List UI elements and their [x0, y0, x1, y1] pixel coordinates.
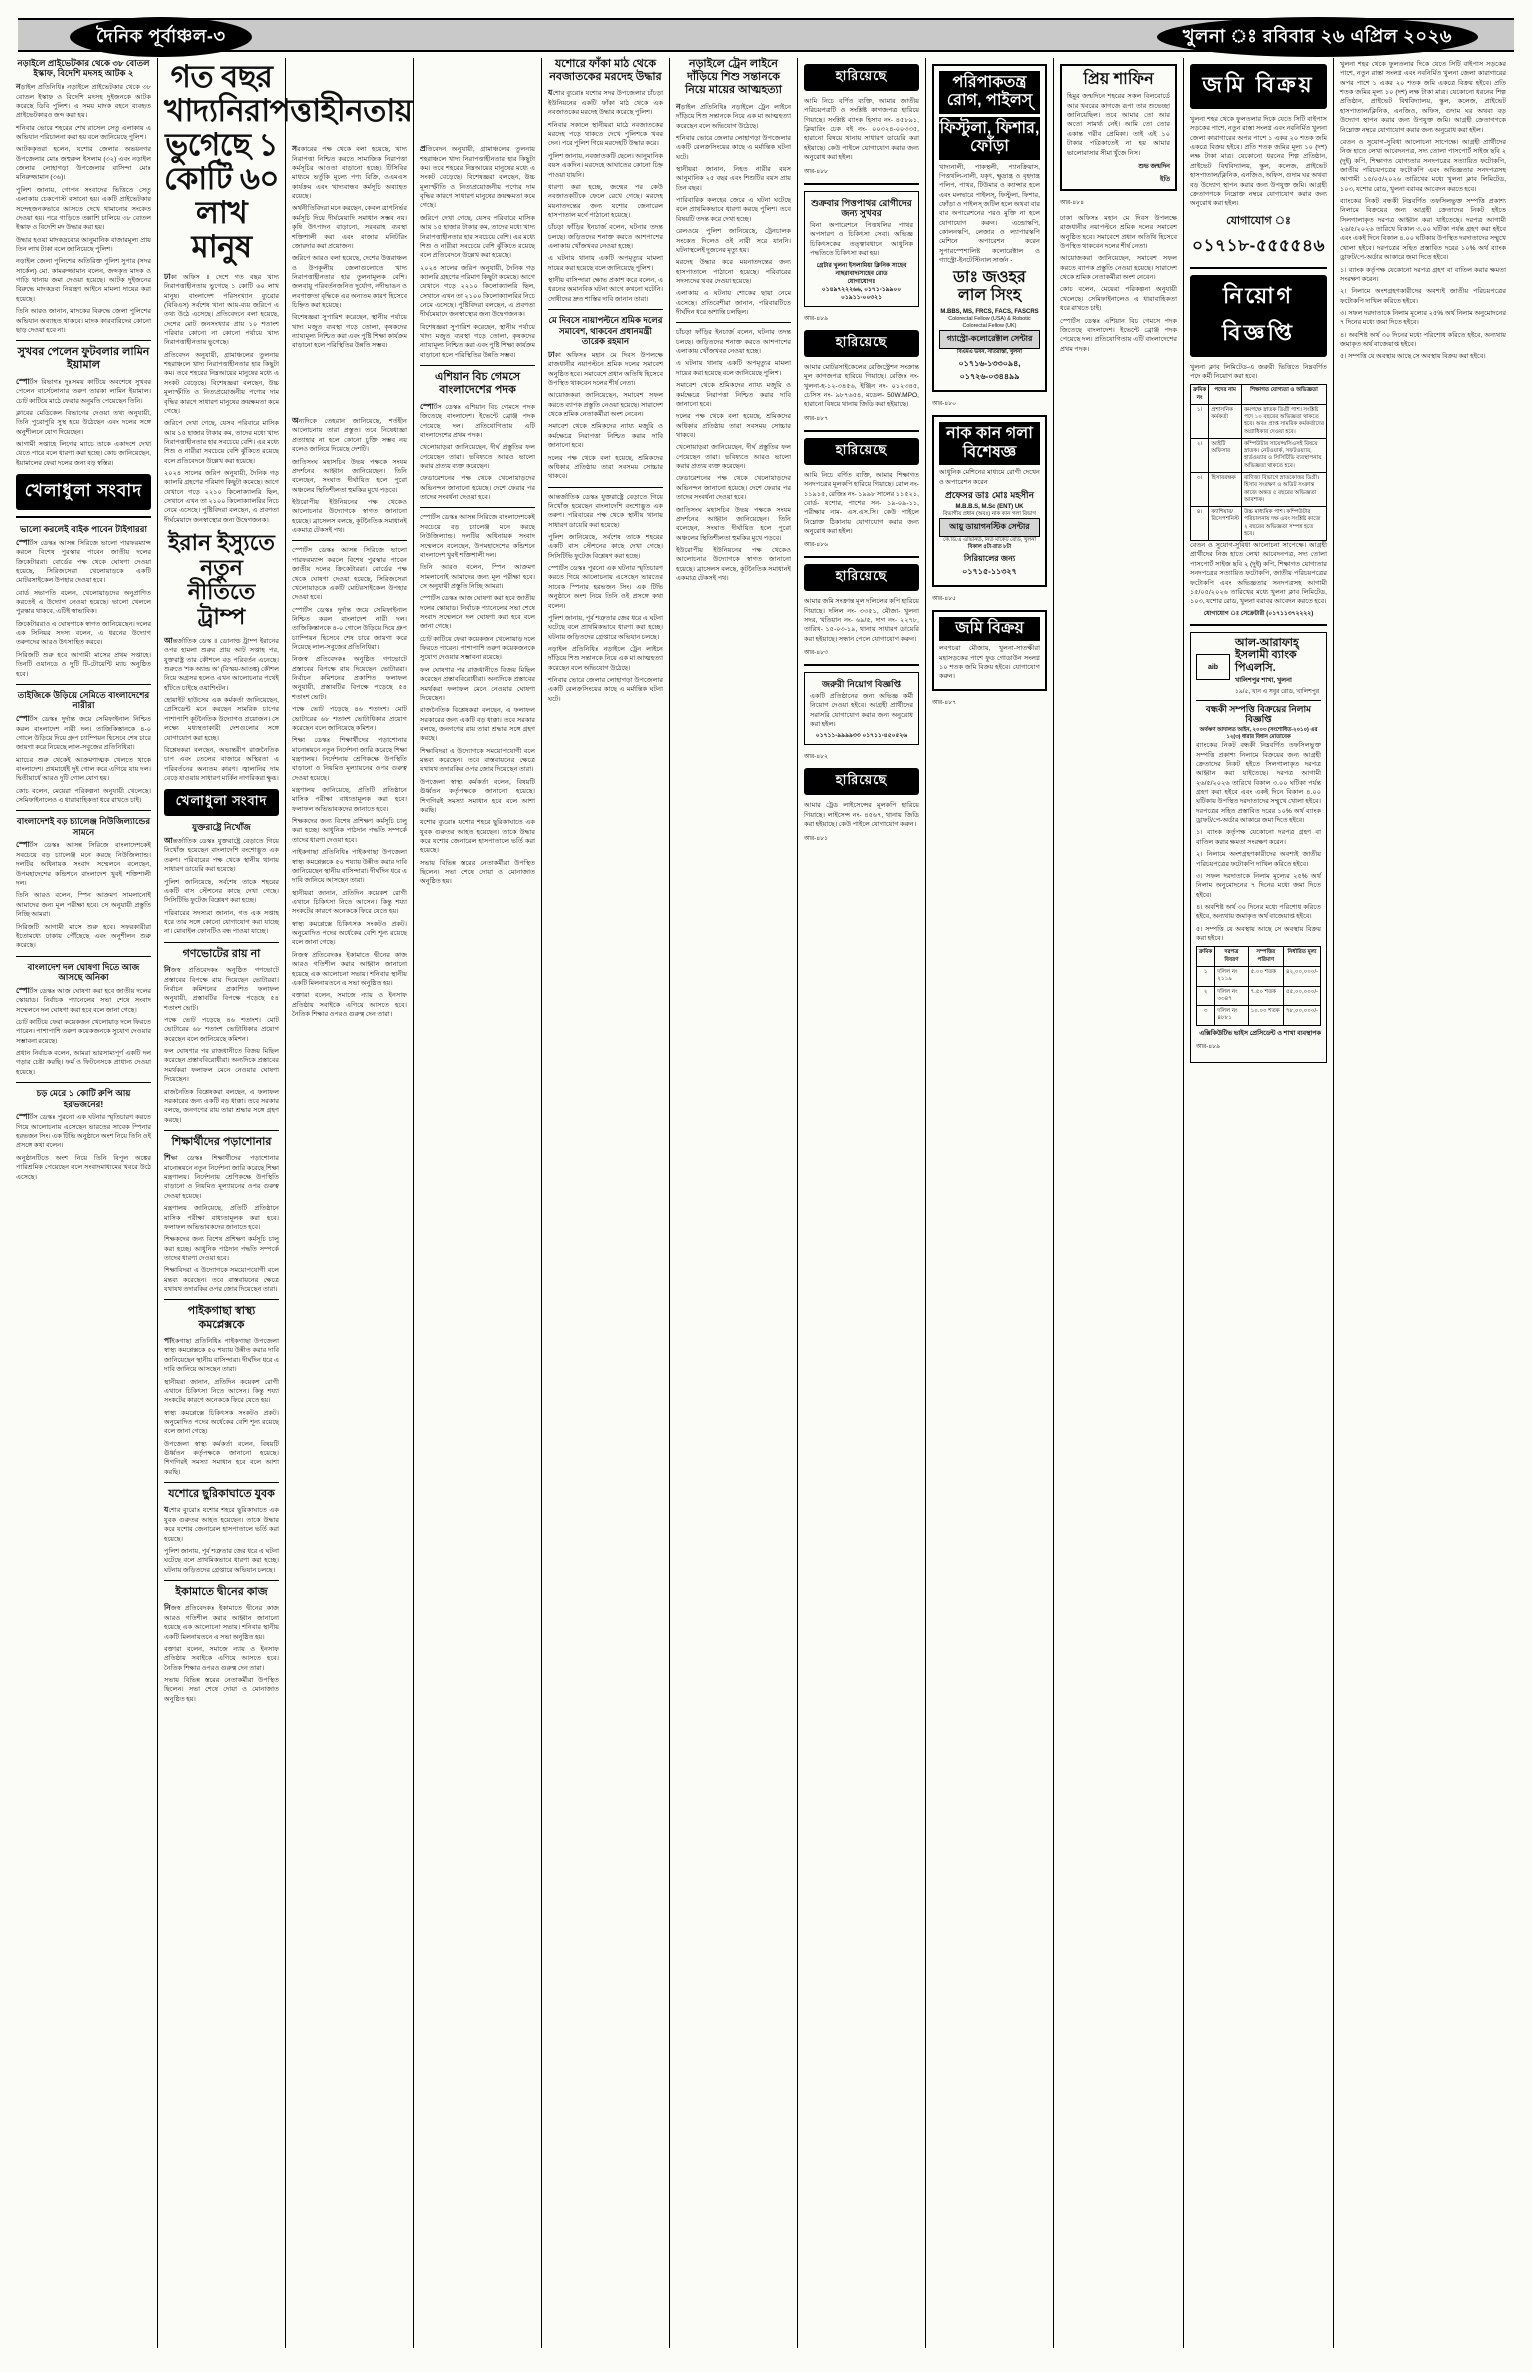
cell-serial: ১। [1191, 404, 1209, 438]
classified-ref: আর-৪৮৩ [804, 650, 828, 657]
table-row [1197, 1006, 1321, 1026]
shafin-ad-sign: শুভ জন্মদিন [1138, 162, 1170, 170]
cell-price: ৫৫,০০,০০০/- [1284, 986, 1321, 1006]
paragraph: বিশেষজ্ঞরা সুপারিশ করেছেন, স্থানীয় পর্যায়ে খাদ্য মজুত ব্যবস্থা গড়ে তোলা, কৃষকদের ন্যায্যমূল্য নিশ্চিত করা এবং পুষ্টি শিক্ষা কার্যক্রম বাড়ানো হলে পরিস্থিতির উন্নতি সম্ভব। [420, 323, 535, 359]
paragraph: মরদেহ উদ্ধার করে ময়নাতদন্তের জন্য হাসপাতালে পাঠানো হয়েছে। পরিবারের সদস্যদের খবর দেওয়া হয়েছে। [676, 259, 791, 285]
column-3 [286, 58, 414, 2348]
ent-ad-title: নাক কান গলা বিশেষজ্ঞ [939, 422, 1040, 465]
paragraph: আন্তর্জাতিক ডেস্কঃ যুক্তরাষ্ট্রে বেড়াতে গিয়ে নিখোঁজ হয়েছেন বাংলাদেশি বংশোদ্ভূত এক তরুণ। পরিবারের পক্ষ থেকে স্থানীয় থানায় সাধারণ ডায়েরি করা হয়েছে। [164, 835, 279, 874]
paragraph: জরিপে দেখা গেছে, যেসব পরিবারে মাসিক আয় ১৫ হাজার টাকার কম, তাদের মধ্যে খাদ্য নিরাপত্তাহীনতার হার সবচেয়ে বেশি। এর মধ্যে শিশু ও নারীরা সবচেয়ে বেশি ঝুঁকিতে রয়েছে বলে প্রতিবেদনে উল্লেখ করা হয়েছে। [164, 420, 279, 465]
paragraph: স্পোর্টস ডেস্কঃ আসন্ন সিরিজে ভালো পারফরম্যান্স করলে বিশেষ পুরস্কার পাবেন জাতীয় দলের ক্রিকেটাররা। বোর্ডের পক্ষ থেকে ঘোষণা দেওয়া হয়েছে, সিরিজসেরা খেলোয়াড়কে একটি মোটরসাইকেল উপহার দেওয়া হবে। [292, 547, 407, 602]
paragraph: অন্যদিকে তেহরান জানিয়েছে, শর্তহীন আলোচনায় তারা প্রস্তুত। তবে নিষেধাজ্ঞা প্রত্যাহার না হলে কোনো চুক্তি সম্ভব নয় বলেও জানিয়ে দিয়েছে দেশটি। [292, 415, 407, 454]
paragraph: নিজস্ব প্রতিবেদকঃ অনুষ্ঠিত গণভোটে প্রস্তাবের বিপক্ষে রায় দিয়েছেন ভোটাররা। নির্বাচন কমিশনের প্রকাশিত ফলাফল অনুযায়ী, প্রস্তাবটির বিপক্ষে পড়েছে ৫৪ শতাংশ ভোট। [292, 656, 407, 701]
paragraph: সভায় বিভিন্ন স্তরের নেতাকর্মীরা উপস্থিত ছিলেন। সভা শেষে দোয়া ও মোনাজাত অনুষ্ঠিত হয়। [164, 1677, 279, 1703]
paragraph: সভায় বিভিন্ন স্তরের নেতাকর্মীরা উপস্থিত ছিলেন। সভা শেষে দোয়া ও মোনাজাত অনুষ্ঠিত হয়। [420, 859, 535, 886]
gastro-ad-body: খাদ্যনালী, পাকস্থলী, প্যানক্রিয়াস, পিত্তথলি-নালী, যকৃৎ, ক্ষুদ্রান্ত্র ও বৃহদান্ত্র পলিপ, পাথর, টিউমার ও ক্যান্সার হলে এবং মলদ্বারে পাইলস্, ফিস্টুলা, ফিশার, ফোঁড়া ও পাইলস্ জটিল হলে অথবা বার বার অপারেশনের পরও মুক্তি না হলে যোগাযোগ করুন। এন্ডোস্কপি, কোলনস্কপি, লেজার ও ল্যাপারস্কপি মেশিনে অপারেশন করেন সুপারস্পেশালিষ্ট কলোরেক্টাল ও গ্যাস্ট্রো-ইনটেস্টিনাল সার্জন - [939, 163, 1040, 265]
paragraph: ২০২৪ সালের জরিপ অনুযায়ী, দৈনিক গড় ক্যালরি গ্রহণের পরিমাণ কিছুটা কমেছে। আগে যেখানে গড়ে ২২১০ কিলোক্যালরি ছিল, সেখানে এখন তা ২১০০ কিলোক্যালরির নিচে নেমে এসেছে। পুষ্টিবিদরা বলছেন, এ প্রবণতা দীর্ঘমেয়াদে জনস্বাস্থ্যের জন্য উদ্বেগজনক। [420, 264, 535, 319]
paragraph: কোচ বলেন, মেয়েরা পরিকল্পনা অনুযায়ী খেলেছে। সেমিফাইনালেও এ ধারাবাহিকতা ধরে রাখতে চাই। [16, 787, 151, 805]
bank-legal-basis: অর্থঋণ আদালত আইন, ২০০৩ (সংশোধিত-২০১০) এর ১২(৩) ধারার বিধান মোতাবেক [1199, 727, 1318, 741]
ent-doctor-degrees: M.B.B.S, M.Sc (ENT) UK [955, 503, 1024, 510]
paragraph: চাঁচড়া ফাঁড়ির ইনচার্জ বলেন, ঘটনার তদন্ত চলছে। জড়িতদের শনাক্ত করতে আশপাশের এলাকায় খোঁজখবর নেওয়া হচ্ছে। [548, 224, 663, 251]
paragraph: সমাবেশ থেকে শ্রমিকদের ন্যায্য মজুরি ও কর্মক্ষেত্রে নিরাপত্তা নিশ্চিত করার দাবি জানানো হবে। [676, 382, 791, 408]
column-4 [414, 58, 542, 2348]
paragraph: পক্ষে ভোট পড়েছে ৪৬ শতাংশ। মোট ভোটারের ৬৮ শতাংশ ভোটাধিকার প্রয়োগ করেছেন বলে জানিয়েছে কমিশন। [164, 1016, 279, 1043]
gastro-ad-title-1: পরিপাকতন্ত্র রোগ, পাইলস্ [939, 71, 1040, 114]
classified-clinic-ad [804, 191, 919, 308]
bank-condition: ৪। অবশিষ্ট অর্থ ৩০ দিনের মধ্যে পরিশোধ করিতে হইবে, অন্যথায় জমাকৃত অর্থ বাজেয়াপ্ত হইবে। [1196, 904, 1321, 921]
ent-doctor-name: প্রফেসর ডাঃ মোঃ মহসীন [944, 489, 1035, 500]
land-ad-2-body: খুলনা শহর থেকে ফুলতলার দিকে যেতে সিটি বাইপাস সড়কের পাশে, নতুন রাস্তা সংলগ্ন এবং নবনির্মিত খুলনা জেলা কারাগারের অপর পাশে ১ একর ২০ শতক জমি একত্রে বিক্রয় হইবে। প্রতি শতক জমির মূল্য ১০ (দশ) লক্ষ টাকা মাত্র। যেকোনো ধরনের শিল্প প্রতিষ্ঠান, প্রাইভেট বিশ্ববিদ্যালয়, স্কুল, কলেজ, প্রাইভেট হাসপাতাল/ক্লিনিক, এনজিও, অফিস, গুদাম ঘর অথবা বড় উদ্যোগ স্থাপন করার জন্য উপযুক্ত জমি। আগ্রহী ক্রেতাগণকে নিম্নোক্ত নম্বরে যোগাযোগ করার জন্য অনুরোধ করা হইল। [1190, 116, 1327, 208]
cell-serial: ২ [1197, 986, 1215, 1006]
paragraph: স্বাস্থ্য কমপ্লেক্সে চিকিৎসক সংকটও প্রকট। অনুমোদিত পদের অর্ধেকের বেশি শূন্য রয়েছে বলে জানা গেছে। [164, 1409, 279, 1436]
cell-serial: ৩। [1191, 472, 1209, 506]
paragraph: পাইকগাছা প্রতিনিধিঃ পাইকগাছা উপজেলা স্বাস্থ্য কমপ্লেক্সকে ৫০ শয্যায় উন্নীত করার দাবি জানিয়েছেন স্থানীয় বাসিন্দারা। দীর্ঘদিন ধরে এ দাবি জানিয়ে আসছেন তারা। [164, 1335, 279, 1374]
paragraph: শিক্ষাবিদরা এ উদ্যোগকে সময়োপযোগী বলে মন্তব্য করেছেন। তবে বাস্তবায়নের ক্ষেত্রে যথাযথ তদারকির ওপর জোর দিয়েছেন তারা। [164, 1267, 279, 1294]
paragraph: স্পোর্টস ডেস্কঃ এশিয়ান বিচ গেমসে পদক জিতেছে বাংলাদেশ। ইভেন্টে ব্রোঞ্জ পদক পেয়েছে দল। প্রতিযোগিতায় এটি বাংলাদেশের প্রথম পদক। [420, 401, 535, 439]
classified-body: আমি নিচে বর্ণিত ব্যক্তি, আমার শিক্ষাগত সনদপত্রের মূলকপি হারিয়ে গিয়াছে। রোল নং- ১১৯১৫, রেজিঃ নং- ১৯৯৮ সালের ১১৫২১, বোর্ড- যশোর, পাশের সন- ১৯-০৯-১১, পরীক্ষার নাম- এস.এস.সি। কেউ পাইলে নিম্নোক্ত ঠিকানায় যোগাযোগ করার জন্য অনুরোধ করা হইল। [804, 471, 919, 535]
paragraph: ফেডারেশনের পক্ষ থেকে খেলোয়াড়দের অভিনন্দন জানানো হয়েছে। দেশে ফেরার পর তাদের সংবর্ধনা দেওয়া হবে। [420, 475, 535, 502]
paragraph: স্বাস্থ্য কমপ্লেক্সে চিকিৎসক সংকটও প্রকট। অনুমোদিত পদের অর্ধেকের বেশি শূন্য রয়েছে বলে জানা গেছে। [292, 920, 407, 947]
column-6 [670, 58, 798, 2348]
bank-condition: ৫। সম্পত্তি যে অবস্থায় আছে সে অবস্থায় বিক্রয় করা হইবে। [1196, 925, 1321, 943]
classified-title-4: হারিয়েছে [804, 438, 919, 465]
contact-label: যোগাযোগঃ [847, 278, 876, 285]
shafin-ad-title: প্রিয় শাফিন [1083, 71, 1154, 88]
paragraph: রেলওয়ে পুলিশ জানিয়েছে, ট্রেনচালক সংকেত দিলেও ওই নারী সরে যাননি। ঘটনাস্থলেই দুজনের মৃত্যু হয়। [676, 228, 791, 254]
gastro-phones: ০১৭১৬-১৩৩০৯৪, ০১৭২৬-০৩৪৪৯৯ [958, 359, 1021, 382]
paragraph: চোট কাটিয়ে ফেরা কয়েকজন খেলোয়াড় দলে ফিরতে পারেন। পাশাপাশি তরুণ কয়েকজনকে সুযোগ দেওয়ার সম্ভাবনা রয়েছে। [420, 635, 535, 662]
paragraph: পুলিশ জানায়, গোপন সংবাদের ভিত্তিতে সেতু এলাকায় চেকপোস্ট বসানো হয়। একটি প্রাইভেটকার সন্দেহজনকভাবে আসতে দেখে থামানোর সংকেত দেওয়া হয়। পরে গাড়িতে তল্লাশি চালিয়ে ৩৮ বোতল ইস্কাফ ও বিদেশি মদ উদ্ধার করা হয়। [16, 186, 151, 232]
paragraph: ব্যাংকের নিকট বন্ধকী নিম্নবর্ণিত তফসিলভুক্ত সম্পত্তি প্রকাশ্য নিলামে বিক্রয়ের জন্য আগ্রহী ক্রেতাদের নিকট হইতে সিলগালাকৃত দরপত্র আহ্বান করা যাইতেছে। দরপত্র আগামী ২৬/৫/২০২৬ তারিখে বিকাল ৩.০০ ঘটিকা পর্যন্ত গ্রহণ করা হইবে এবং একই দিনে বিকাল ৪.০০ ঘটিকায় উপস্থিত দরদাতাদের সম্মুখে খোলা হইবে। দরপত্রের সহিত প্রস্তাবিত দরের ১০% অর্থ ব্যাংক ড্রাফট/পে-অর্ডার আকারে জমা দিতে হইবে। [1340, 198, 1506, 262]
paragraph: রাজনৈতিক বিশ্লেষকরা বলছেন, এ ফলাফল সরকারের জন্য একটি বড় ধাক্কা। তবে সরকার বলছে, জনগণের রায় তারা শ্রদ্ধার সঙ্গে গ্রহণ করছে। [164, 1088, 279, 1124]
cell-qual: বাণিজ্য বিভাগে স্নাতকোত্তর ডিগ্রী। হিসাব সংরক্ষণ ও অডিট সংক্রান্ত কাজে অন্তত ৫ বছরের অভিজ্ঞতা আবশ্যক। [1242, 472, 1327, 506]
ent-chamber: আয়ু ডায়াগনস্টিক সেন্টার [939, 518, 1040, 537]
table-header-row [1197, 947, 1321, 967]
cell-price: ৪২,০০,০০০/- [1284, 966, 1321, 986]
paragraph: আটককৃতরা হলেন, যশোর জেলার অভয়নগর উপজেলার মোঃ জহুরুল ইসলাম (৩২) এবং নড়াইল জেলার লোহাগড়া উপজেলার বাসিন্দা মোঃ মনিরুজ্জামান (৩৬)। [16, 146, 151, 182]
bank-auction-ad [1190, 632, 1327, 1063]
ent-chamber-address: কে.ডি.এ এভিনিউ, নিউ মার্কেট রোড, খুলনা [942, 536, 1037, 543]
paragraph: খেলোয়াড়রা জানিয়েছেন, দীর্ঘ প্রস্তুতির ফল পেয়েছেন তারা। ভবিষ্যতে আরও ভালো করার প্রত্যয় ব্যক্ত করেছেন। [676, 444, 791, 471]
paragraph: অনুষ্ঠানটিতে অংশ নিয়ে তিনি বিপুল অঙ্কের পারিশ্রমিক পেয়েছেন বলে সংবাদমাধ্যমের খবরে উঠে এসেছে। [16, 1154, 151, 1181]
cell-post: আইটি অফিসার [1209, 438, 1242, 472]
gastro-chamber-address: বিএমএ ভবন, সাতরাস্তা, খুলনা [957, 349, 1022, 356]
paragraph: নিজস্ব প্রতিবেদকঃ ইকামাতে দ্বীনের কাজ আরও গতিশীল করার আহ্বান জানানো হয়েছে এক আলোচনা সভায়। শনিবার স্থানীয় একটি মিলনায়তনে এ সভা অনুষ্ঠিত হয়। [292, 951, 407, 987]
column-9 [1054, 58, 1184, 2348]
paragraph: ঢাকা অফিসঃ মহান মে দিবস উপলক্ষে রাজধানীর নয়াপল্টনে শ্রমিক দলের সমাবেশ অনুষ্ঠিত হবে। সমাবেশে প্রধান অতিথি হিসেবে উপস্থিত থাকবেন দলের শীর্ষ নেতা। [548, 349, 663, 388]
table-header-row [1191, 385, 1327, 405]
table-row [1191, 438, 1327, 472]
paragraph: পরিবারের সদস্যরা জানান, গত এক সপ্তাহ ধরে তার সঙ্গে কোনো যোগাযোগ করা যাচ্ছে না। মোবাইল ফোনটিও বন্ধ পাওয়া যাচ্ছে। [164, 909, 279, 936]
paragraph: স্থানীয় বাসিন্দারা ক্ষোভ প্রকাশ করে বলেন, এ ধরনের অমানবিক ঘটনা আগে কখনো ঘটেনি। দোষীদের দ্রুত শাস্তির দাবি জানান তারা। [548, 277, 663, 303]
paragraph: সিরিজটি আগামী মাসে শুরু হবে। সফরকারীরা ইতোমধ্যে ঢাকায় পৌঁছেছে এবং অনুশীলন শুরু করেছে। [16, 923, 151, 950]
paragraph: পুলিশ জানিয়েছে, সর্বশেষ তাকে শহরের একটি বাস স্টেশনের কাছে দেখা গেছে। সিসিটিভি ফুটেজ বিশ্লেষণ করা হচ্ছে। [548, 534, 663, 560]
gastro-ad [932, 64, 1047, 392]
classified-ref: আর-৪৮৯ [804, 316, 828, 323]
land-sale-banner-2: জমি বিক্রয় [1190, 64, 1327, 109]
column-8-medical-ads [926, 58, 1054, 2348]
paragraph: আয়োজকরা জানিয়েছেন, সমাবেশ সফল করতে ব্যাপক প্রস্তুতি নেওয়া হয়েছে। সারাদেশ থেকে শ্রমিক নেতাকর্মীরা অংশ নেবেন। [548, 392, 663, 419]
cell-price: ৭৮,০০,০০০/- [1284, 1006, 1321, 1026]
paragraph: শিক্ষাবিদরা এ উদ্যোগকে সময়োপযোগী বলে মন্তব্য করেছেন। তবে বাস্তবায়নের ক্ষেত্রে যথাযথ তদারকির ওপর জোর দিয়েছেন তারা। [420, 747, 535, 774]
masthead-title-left: দৈনিক পূর্বাঞ্চল-৩ [70, 17, 252, 57]
gastro-chamber: গ্যাস্ট্রো-কলোরেক্টাল সেন্টার [939, 330, 1040, 349]
paragraph: শিক্ষকদের জন্য বিশেষ প্রশিক্ষণ কর্মসূচি চালু করা হচ্ছে। আধুনিক পাঠদান পদ্ধতি সম্পর্কে তাদের ধারণা দেওয়া হবে। [292, 818, 407, 844]
recruitment-contact: যোগাযোগ ঃ সেক্রেটারী (০১৭১১৩৭২২২২) [1203, 610, 1314, 617]
paragraph: জাতিসংঘ মহাসচিব উভয় পক্ষকে সংযম প্রদর্শনের আহ্বান জানিয়েছেন। তিনি বলেছেন, সংঘাত দীর্ঘায়িত হলে পুরো অঞ্চলের স্থিতিশীলতা হুমকির মুখে পড়বে। [676, 506, 791, 542]
train-suicide-headline: নড়াইলে ট্রেন লাইনে দাঁড়িয়ে শিশু সন্তানকে নিয়ে মায়ের আত্মহত্যা [685, 58, 782, 97]
paragraph: ৫। সম্পত্তি যে অবস্থায় আছে সে অবস্থায় বিক্রয় করা হইবে। [1340, 353, 1486, 361]
job-phones: ০১৭১১-৯৯৯৯৩৩ ০১৭১১-৪৫০৫২৬ [815, 733, 908, 740]
cell-desc: দলিল নং ২১১৯ [1215, 966, 1248, 986]
classified-ref: আর-৪৮২ [804, 754, 828, 761]
cell-qual: কম্পিউটার সায়েন্স/সিএসই বিষয়ে স্নাতক। নেটওয়ার্ক, সফটওয়্যার, হার্ডওয়্যার ও সিসিটিভি ব্যবস্থাপনায় অভিজ্ঞতা থাকতে হবে। [1242, 438, 1327, 472]
paragraph: খেলোয়াড়রা জানিয়েছেন, দীর্ঘ প্রস্তুতির ফল পেয়েছেন তারা। ভবিষ্যতে আরও ভালো করার প্রত্যয় ব্যক্ত করেছেন। [420, 444, 535, 470]
ad-ref: আর-৪৮৪ [1060, 199, 1084, 206]
recruitment-footer: বেতন ও সুযোগ-সুবিধা আলোচনা সাপেক্ষে। আগ্রহী প্রার্থীদের নিজ হাতে লেখা আবেদনপত্র, সদ্য তোলা পাসপোর্ট সাইজ ছবি ২ (দুই) কপি, শিক্ষাগত যোগ্যতার সনদপত্রের সত্যায়িত ফটোকপি, জাতীয় পরিচয়পত্রের ফটোকপি এবং অভিজ্ঞতার সনদপত্রসহ আগামী ১৫/০৫/২০২৬ তারিখের মধ্যে খুলনা ক্লাব লিমিটেড, ১০৩, যশোর রোড, খুলনা বরাবর আবেদন করতে হবে। [1190, 542, 1327, 606]
table-row [1191, 507, 1327, 541]
bank-address: ১৯/৫, খান এ সবুর রোড, খালিশপুর [1235, 688, 1320, 695]
table-row [1191, 404, 1327, 438]
sports-headline-2: তাইজিকে উড়িয়ে সেমিতে বাংলাদেশের নারীরা [17, 689, 150, 711]
classified-ref: আর-৪৮৭ [804, 415, 828, 422]
bank-signature: এক্সিকিউটিভ ভাইস প্রেসিডেন্ট ও শাখা ব্যবস্থাপক [1199, 1029, 1321, 1037]
ad-ref: আর-৪৮৭ [932, 699, 956, 706]
newborn-headline: যশোরে ফাঁকা মাঠ থেকে নবজাতকের মরদেহ উদ্ধার [549, 58, 662, 84]
table-row [1191, 472, 1327, 506]
cell-area: ৫.০০ শতক [1248, 966, 1283, 986]
bank-notice-body: ব্যাংকের নিকট বন্ধকী নিম্নবর্ণিত তফসিলভুক্ত সম্পত্তি প্রকাশ্য নিলামে বিক্রয়ের জন্য আগ্রহী ক্রেতাদের নিকট হইতে সিলগালাকৃত দরপত্র আহ্বান করা যাইতেছে। দরপত্র আগামী ২৬/৫/২০২৬ তারিখে বিকাল ৩.০০ ঘটিকা পর্যন্ত গ্রহণ করা হইবে এবং একই দিনে বিকাল ৪.০০ ঘটিকায় উপস্থিত দরদাতাদের সম্মুখে খোলা হইবে। দরপত্রের সহিত প্রস্তাবিত দরের ১০% অর্থ ব্যাংক ড্রাফট/পে-অর্ডার আকারে জমা দিতে হইবে। [1196, 742, 1321, 825]
classified-body: আমার মোটরসাইকেলের রেজিস্ট্রেশন সংক্রান্ত মূল কাগজপত্র হারিয়ে গিয়াছে। রেজিঃ নং- খুলনা-হ-১২-৩৪৫৬, ইঞ্জিন নং- ০১২৩৪৫, চেসিস নং- ৯৮৭৬৫৪, মডেল- 50W.MPO, হারানো বিষয়ে থানায় জিডি করা হইয়াছে। [804, 364, 919, 409]
cell-desc: দলিল নং ৪৮৮১ [1215, 1006, 1248, 1026]
paragraph: ক্রিকেটাররাও এ ঘোষণাকে স্বাগত জানিয়েছেন। দলের এক সিনিয়র সদস্য বলেন, এ ধরনের উদ্যোগ তরুণদের আরও উৎসাহিত করবে। [16, 620, 151, 647]
classified-body: আমার ট্রেড লাইসেন্সের মূলকপি হারিয়ে গিয়াছে। লাইসেন্স নং- ৪৫৬৭, থানায় জিডি করা হইয়াছে। কেউ পাইলে যোগাযোগ করুন। [804, 802, 919, 829]
paragraph: স্পোর্টস ডেস্কঃ এশিয়ান বিচ গেমসে পদক জিতেছে বাংলাদেশ। ইভেন্টে ব্রোঞ্জ পদক পেয়েছে দল। প্রতিযোগিতায় এটি বাংলাদেশের প্রথম পদক। [1060, 317, 1177, 353]
th-desc: দরপত্র বিবরণ [1215, 947, 1248, 967]
sports-section-banner: খেলাধুলা সংবাদ [16, 474, 151, 510]
paragraph: নিজস্ব প্রতিবেদকঃ অনুষ্ঠিত গণভোটে প্রস্তাবের বিপক্ষে রায় দিয়েছেন ভোটাররা। নির্বাচন কমিশনের প্রকাশিত ফলাফল অনুযায়ী, প্রস্তাবটির বিপক্ষে পড়েছে ৫৪ শতাংশ ভোট। [164, 964, 279, 1012]
paragraph: শিক্ষা ডেস্কঃ শিক্ষার্থীদের পড়াশোনার মানোন্নয়নে নতুন নির্দেশনা জারি করেছে শিক্ষা মন্ত্রণালয়। নির্দেশনায় শ্রেণিকক্ষে উপস্থিতি বাড়ানো ও নিয়মিত মূল্যায়নের ওপর গুরুত্ব দেওয়া হয়েছে। [292, 737, 407, 782]
paragraph: ম্যাচের শুরু থেকেই আক্রমণাত্মক খেলতে থাকে বাংলাদেশ। প্রথমার্ধেই দুই গোল করে এগিয়ে যায় দল। দ্বিতীয়ার্ধে আরও দুটি গোল যোগ হয়। [16, 756, 151, 783]
classified-title-5: হারিয়েছে [804, 564, 919, 591]
paragraph: বেতন ও সুযোগ-সুবিধা আলোচনা সাপেক্ষে। আগ্রহী প্রার্থীদের নিজ হাতে লেখা আবেদনপত্র, সদ্য তোলা পাসপোর্ট সাইজ ছবি ২ (দুই) কপি, শিক্ষাগত যোগ্যতার সনদপত্রের সত্যায়িত ফটোকপি, জাতীয় পরিচয়পত্রের ফটোকপি এবং অভিজ্ঞতার সনদপত্রসহ আগামী ১৫/০৫/২০২৬ তারিখের মধ্যে খুলনা ক্লাব লিমিটেড, ১০৩, যশোর রোড, খুলনা বরাবর আবেদন করতে হবে। [1340, 138, 1506, 193]
classified-ref: আর-৪৮৬ [804, 542, 828, 549]
paragraph: স্পোর্টস ডেস্কঃ আসন্ন সিরিজে বাংলাদেশকেই সবচেয়ে বড় চ্যালেঞ্জ মনে করছে নিউজিল্যান্ড। দলটির অধিনায়ক সংবাদ সম্মেলনে বলেছেন, উপমহাদেশের কন্ডিশনে বাংলাদেশ খুবই শক্তিশালী দল। [16, 840, 151, 888]
paragraph: তিনি আরও বলেন, স্পিন আক্রমণ সামলানোই আমাদের জন্য মূল পরীক্ষা হবে। সে অনুযায়ী প্রস্তুতি নিচ্ছি আমরা। [16, 892, 151, 919]
sports-headline-4: বাংলাদেশ দল ঘোষণা দিতে আজ আসছে অনিকা [27, 961, 140, 983]
sports-banner-mid: খেলাধুলা সংবাদ [164, 789, 279, 816]
bank-condition: ১। ব্যাংক কর্তৃপক্ষ যেকোনো দরপত্র গ্রহণ বা বাতিল করার ক্ষমতা সংরক্ষণ করেন। [1196, 829, 1321, 846]
paragraph: বিশেষজ্ঞরা সুপারিশ করেছেন, স্থানীয় পর্যায়ে খাদ্য মজুত ব্যবস্থা গড়ে তোলা, কৃষকদের ন্যায্যমূল্য নিশ্চিত করা এবং পুষ্টি শিক্ষা কার্যক্রম বাড়ানো হলে পরিস্থিতির উন্নতি সম্ভব। [292, 314, 407, 350]
paragraph: পক্ষে ভোট পড়েছে ৪৬ শতাংশ। মোট ভোটারের ৬৮ শতাংশ ভোটাধিকার প্রয়োগ করেছেন বলে জানিয়েছে কমিশন। [292, 706, 407, 732]
paragraph: তিনি আরও বলেন, স্পিন আক্রমণ সামলানোই আমাদের জন্য মূল পরীক্ষা হবে। সে অনুযায়ী প্রস্তুতি নিচ্ছি আমরা। [420, 564, 535, 590]
paragraph: পারিবারিক কলহের জেরে এ ঘটনা ঘটেছে বলে প্রাথমিকভাবে ধারণা করছে পুলিশ। তবে বিষয়টি তদন্ত করে দেখা হচ্ছে। [676, 197, 791, 223]
sports-headline-5: চড় মেরে ১ কোটি রুপি আয় হরভজনের! [36, 1088, 131, 1109]
paragraph: আন্তর্জাতিক ডেস্ক ॥ ডোনাল্ড ট্রাম্প ইরানের ওপর হামলা শুরুর প্রায় আট সপ্তাহ পর, যুক্তরাষ্ট্র তার কৌশলে বড় পরিবর্তন এনেছে। শুরুতে 'শক অ্যান্ড অ' (বিস্ময়-আতঙ্ক) কৌশল নিয়ে অগ্রসর হলেও এখন আলোচনার পথেই হাঁটতে চাইছে ওয়াশিংটন। [164, 635, 279, 692]
ent-ad-body: আধুনিক মেশিনের মাধ্যমে রোগী দেখেন ও অপারেশন করেন [939, 469, 1040, 486]
masthead [18, 18, 1514, 52]
asian-beach-games-headline: এশিয়ান বিচ গেমসে বাংলাদেশের পদক [434, 371, 521, 397]
bank-notice-head: বন্ধকী সম্পত্তি বিক্রয়ের নিলাম বিজ্ঞপ্তি [1205, 703, 1312, 725]
paragraph: নড়াইল জেলা পুলিশের অতিরিক্ত পুলিশ সুপার (সদর সার্কেল) মো. কামরুজ্জামান বলেন, জব্দকৃত মাদক ও গাড়ি থানায় জমা দেওয়া হয়েছে। আটক দুইজনের বিরুদ্ধে মাদকদ্রব্য নিয়ন্ত্রণ আইনে মামলা দায়ের করা হয়েছে। [16, 258, 151, 303]
cell-serial: ২। [1191, 438, 1209, 472]
land-ad-1-title: জমি বিক্রয় [939, 617, 1040, 641]
paragraph: মন্ত্রণালয় জানিয়েছে, প্রতিটি প্রতিষ্ঠানে মাসিক পরীক্ষা বাধ্যতামূলক করা হবে। ফলাফল অভিভাবকদের জানাতে হবে। [164, 1205, 279, 1231]
land-ad-2-contact-label: যোগাযোগ ঃ [1226, 214, 1291, 227]
paragraph: চোট কাটিয়ে ফেরা কয়েকজন খেলোয়াড় দলে ফিরতে পারেন। পাশাপাশি তরুণ কয়েকজনকে সুযোগ দেওয়ার সম্ভাবনা রয়েছে। [16, 1018, 151, 1045]
paragraph: স্পোর্টস ডেস্কঃ পুরনো এক ঘটনার স্মৃতিচারণ করতে গিয়ে আলোচনায় এসেছেন ভারতের সাবেক স্পিনার হরভজন সিং। এক টিভি অনুষ্ঠানে অংশ নিয়ে তিনি ওই প্রসঙ্গে কথা বলেন। [548, 565, 663, 610]
classified-title-1: হারিয়েছে [804, 64, 919, 91]
paragraph: বিশ্লেষকরা বলছেন, অভ্যন্তরীণ রাজনৈতিক চাপ এবং তেলের বাজারে অস্থিরতা এ পরিবর্তনের অন্যতম কারণ। জ্বালানির দাম বেড়ে যাওয়ায় সাধারণ মার্কিন নাগরিকরা ক্ষুব্ধ। [164, 746, 279, 782]
paragraph: নড়াইল প্রতিনিধিঃ নড়াইলে ট্রেন লাইনে দাঁড়িয়ে শিশু সন্তানকে নিয়ে এক মা আত্মহত্যা করেছেন বলে অভিযোগ উঠেছে। [548, 646, 663, 672]
column-10 [1184, 58, 1334, 2348]
page-columns [10, 58, 1522, 2348]
th-area: সম্পত্তির পরিমাণ [1248, 947, 1283, 967]
paragraph: স্পোর্টস ডেস্কঃ আজ ঘোষণা করা হবে জাতীয় দলের স্কোয়াড। নির্বাচক প্যানেলের সভা শেষে সংবাদ সম্মেলনে দল ঘোষণা করা হবে বলে জানা গেছে। [16, 985, 151, 1014]
paragraph: শনিবার ভোরে জেলার লোহাগড়া উপজেলার একটি রেলক্রসিংয়ের কাছে এ মর্মান্তিক ঘটনা ঘটে। [548, 677, 663, 703]
health-complex-headline: পাইকগাছা স্বাস্থ্য কমপ্লেক্সকে [187, 1305, 256, 1331]
paragraph: শিক্ষকদের জন্য বিশেষ প্রশিক্ষণ কর্মসূচি চালু করা হচ্ছে। আধুনিক পাঠদান পদ্ধতি সম্পর্কে তাদের ধারণা দেওয়া হবে। [164, 1236, 279, 1262]
classified-ref: আর-৪৮৮ [804, 168, 828, 175]
paragraph: ফেডারেশনের পক্ষ থেকে খেলোয়াড়দের অভিনন্দন জানানো হয়েছে। দেশে ফেরার পর তাদের সংবর্ধনা দেওয়া হবে। [676, 475, 791, 502]
land-sale-ad-1 [932, 610, 1047, 691]
paragraph: প্রতিবেদন অনুযায়ী, গ্রামাঞ্চলের তুলনায় শহরাঞ্চলে খাদ্য নিরাপত্তাহীনতার হার কিছুটা কম। তবে শহরের নিম্নআয়ের মানুষের মধ্যে এ সংকট বেড়েছে। বিশেষজ্ঞরা বলছেন, উচ্চ মূল্যস্ফীতি ও নিত্যপ্রয়োজনীয় পণ্যের দাম বৃদ্ধির কারণে সাধারণ মানুষের ক্রয়ক্ষমতা কমে গেছে। [164, 351, 279, 415]
paragraph: শনিবার ভোরে জেলার লোহাগড়া উপজেলার একটি রেলক্রসিংয়ের কাছে এ মর্মান্তিক ঘটনা ঘটে। [676, 134, 791, 161]
paragraph: ফল ঘোষণার পর রাজধানীতে বিজয় মিছিল করেছেন প্রস্তাববিরোধীরা। অন্যদিকে প্রস্তাবের সমর্থকরা ফলাফল মেনে নেওয়ার ঘোষণা দিয়েছেন। [164, 1048, 279, 1084]
column-11 [1334, 58, 1512, 2348]
th-serial: ক্রমিক নং [1191, 385, 1209, 405]
paragraph: শনিবার সকালে স্থানীয়রা মাঠে নবজাতকের মরদেহ পড়ে থাকতে দেখে পুলিশকে খবর দেন। পরে পুলিশ গিয়ে মরদেহটি উদ্ধার করে। [548, 121, 663, 148]
ent-ad [932, 415, 1047, 586]
bank-logo-icon: aib [1196, 654, 1230, 680]
paragraph: অর্থনীতিবিদরা মনে করছেন, কেবল ত্রাণনির্ভর কর্মসূচি দিয়ে দীর্ঘমেয়াদি সমাধান সম্ভব নয়। কৃষি উৎপাদন বাড়ানো, সরবরাহ ব্যবস্থা শক্তিশালী করা এবং বাজার মনিটরিং জোরদার করা প্রয়োজন। [292, 205, 407, 250]
classified-title-7: হারিয়েছে [804, 768, 919, 795]
paragraph: উপজেলা স্বাস্থ্য কর্মকর্তা বলেন, বিষয়টি ঊর্ধ্বতন কর্তৃপক্ষকে জানানো হয়েছে। শিগগিরই সমস্যা সমাধান হবে বলে আশা করছি। [164, 1440, 279, 1476]
paragraph: স্থানীয়রা জানান, প্রতিদিন কয়েকশ রোগী এখানে চিকিৎসা নিতে আসেন। কিন্তু শয্যা সংকটের কারণে অনেককে ফিরে যেতে হয়। [292, 889, 407, 916]
classified-ref: আর-৪৮১ [804, 835, 828, 842]
shafin-greeting-ad [1060, 64, 1177, 191]
paragraph: স্থানীয়রা জানান, নিহত নারীর বয়স আনুমানিক ২৫ বছর এবং শিশুটির বয়স প্রায় তিন বছর। [676, 166, 791, 192]
clinic-name: গ্রেটার খুলনা ইসলামিয়া ক্লিনিক সাহেব নাছরাবাদ/সাহেব রোড [816, 262, 907, 277]
paragraph: পুলিশ জানায়, পূর্ব শত্রুতার জের ধরে এ ঘটনা ঘটেছে বলে প্রাথমিকভাবে ধারণা করা হচ্ছে। ঘটনায় জড়িতদের গ্রেপ্তারে অভিযান চলছে। [164, 1548, 279, 1574]
cell-qual: উচ্চ মাধ্যমিক পাশ। কম্পিউটার পরিচালনায় দক্ষ এবং সংশ্লিষ্ট কাজে ২ বছরের অভিজ্ঞতা সম্পন্ন হতে হবে। [1242, 507, 1327, 541]
classified-title-6: জরুরী নিয়োগ বিজ্ঞপ্তি [821, 679, 902, 690]
paragraph: যশোর ব্যুরোঃ যশোর শহরে ছুরিকাঘাতে এক যুবক গুরুতর আহত হয়েছেন। তাকে উদ্ধার করে যশোর জেনারেল হাসপাতালে ভর্তি করা হয়েছে। [164, 1505, 279, 1543]
cell-post: হিসাবরক্ষক [1209, 472, 1242, 506]
cell-serial: ৩ [1197, 1006, 1215, 1026]
paragraph: ঢাকা অফিসঃ মহান মে দিবস উপলক্ষে রাজধানীর নয়াপল্টনে শ্রমিক দলের সমাবেশ অনুষ্ঠিত হবে। সমাবেশে প্রধান অতিথি হিসেবে উপস্থিত থাকবেন দলের শীর্ষ নেতা। [1060, 214, 1177, 250]
paragraph: স্পোর্টস ডেস্কঃ দুর্দান্ত জয়ে সেমিফাইনাল নিশ্চিত করল বাংলাদেশ নারী দল। তাজিকিস্তানকে ৪-০ গোলে উড়িয়ে দিয়ে গ্রুপ চ্যাম্পিয়ন হিসেবে শেষ চারে জায়গা করে নিয়েছে লাল-সবুজের প্রতিনিধিরা। [16, 713, 151, 752]
bank-name: আল-আরাফাহ্ ইসলামী ব্যাংক পিএলসি. [1235, 636, 1299, 674]
paragraph: স্থানীয়রা জানান, প্রতিদিন কয়েকশ রোগী এখানে চিকিৎসা নিতে আসেন। কিন্তু শয্যা সংকটের কারণে অনেককে ফিরে যেতে হয়। [164, 1378, 279, 1405]
recruitment-intro: খুলনা ক্লাব লিমিটেড-এ জরুরী ভিত্তিতে নিম্নবর্ণিত পদে কর্মী নিয়োগ করা হবে। [1190, 363, 1327, 380]
th-price: নির্ধারিত মূল্য [1284, 947, 1321, 967]
paragraph: দলের পক্ষ থেকে বলা হয়েছে, শ্রমিকদের অধিকার প্রতিষ্ঠায় তারা সবসময় সোচ্চার থাকবে। [548, 454, 663, 481]
paragraph: জরিপে দেখা গেছে, যেসব পরিবারে মাসিক আয় ১৫ হাজার টাকার কম, তাদের মধ্যে খাদ্য নিরাপত্তাহীনতার হার সবচেয়ে বেশি। এর মধ্যে শিশু ও নারীরা সবচেয়ে বেশি ঝুঁকিতে রয়েছে বলে প্রতিবেদনে উল্লেখ করা হয়েছে। [420, 214, 535, 260]
paragraph: এ ঘটনায় থানায় একটি অপমৃত্যুর মামলা দায়ের করা হয়েছে বলে জানিয়েছে পুলিশ। [548, 255, 663, 272]
paragraph: স্পোর্টস ডেস্কঃ পুরনো এক ঘটনার স্মৃতিচারণ করতে গিয়ে আলোচনায় এসেছেন ভারতের সাবেক স্পিনার হরভজন সিং। এক টিভি অনুষ্ঠানে অংশ নিয়ে তিনি ওই প্রসঙ্গে কথা বলেন। [16, 1112, 151, 1150]
cell-serial: ১ [1197, 966, 1215, 986]
bank-condition: ৩। সফল দরদাতাকে নিলাম মূল্যের ২৫% অর্থ নিলাম অনুমোদনের ৭ দিনের মধ্যে জমা দিতে হইবে। [1196, 872, 1321, 899]
paragraph: সমাবেশ থেকে শ্রমিকদের ন্যায্য মজুরি ও কর্মক্ষেত্রে নিরাপত্তা নিশ্চিত করার দাবি জানানো হবে। [548, 423, 663, 450]
paragraph: স্পোর্টস ডেস্কঃ আসন্ন সিরিজে ভালো পারফরম্যান্স করলে বিশেষ পুরস্কার পাবেন জাতীয় দলের ক্রিকেটাররা। বোর্ডের পক্ষ থেকে ঘোষণা দেওয়া হয়েছে, সিরিজসেরা খেলোয়াড়কে একটি মোটরসাইকেল উপহার দেওয়া হবে। [16, 537, 151, 585]
sub-story-headline: সুখবর পেলেন ফুটবলার লামিন ইয়ামাল [17, 346, 150, 372]
ad-ref: আর-৪৮৫ [932, 595, 956, 602]
paragraph: পাইকগাছা প্রতিনিধিঃ পাইকগাছা উপজেলা স্বাস্থ্য কমপ্লেক্সকে ৫০ শয্যায় উন্নীত করার দাবি জানিয়েছেন স্থানীয় বাসিন্দারা। দীর্ঘদিন ধরে এ দাবি জানিয়ে আসছেন তারা। [292, 849, 407, 885]
land-ad-2-phone: ০১৭১৮-৫৫৫৫৪৬ [1191, 235, 1326, 255]
recruitment-table [1190, 384, 1327, 541]
sports-headline-3: বাংলাদেশই বড় চ্যালেঞ্জ নিউজিল্যান্ডের সামনে [16, 816, 151, 837]
cell-serial: ৪। [1191, 507, 1209, 541]
paragraph: সরকারের পক্ষ থেকে বলা হয়েছে, খাদ্য নিরাপত্তা নিশ্চিত করতে সামাজিক নিরাপত্তা কর্মসূচির আওতা বাড়ানো হচ্ছে। টিসিবির মাধ্যমে ভর্তুকি মূল্যে পণ্য বিক্রি, ওএমএস কার্যক্রম এবং খাদ্যবান্ধব কর্মসূচি অব্যাহত রয়েছে। [292, 144, 407, 201]
classified-body: একটি প্রতিষ্ঠানের জন্য অভিজ্ঞ কর্মী নিয়োগ দেওয়া হইবে। আগ্রহী প্রার্থীদের সরাসরি যোগাযোগ করার জন্য অনুরোধ করা হইল। [810, 692, 913, 728]
iran-headline: ইরান ইস্যুতে নতুন নীতিতে ট্রাম্প [168, 530, 275, 630]
paragraph: ধারণা করা হচ্ছে, জন্মের পর কেউ নবজাতকটিকে ফেলে রেখে গেছে। মরদেহ ময়নাতদন্তের জন্য যশোর জেনারেল হাসপাতাল মর্গে পাঠানো হয়েছে। [548, 183, 663, 219]
paragraph: হোয়াইট হাউসের এক কর্মকর্তা জানিয়েছেন, প্রেসিডেন্ট মনে করছেন সামরিক চাপের পাশাপাশি কূটনৈতিক উদ্যোগও প্রয়োজন। সে লক্ষ্যে মধ্যস্থতাকারী দেশগুলোর সঙ্গে যোগাযোগ করা হচ্ছে। [164, 697, 279, 742]
paragraph: এ ঘটনায় থানায় একটি অপমৃত্যুর মামলা দায়ের করা হয়েছে বলে জানিয়েছে পুলিশ। [676, 360, 791, 377]
paragraph: ক্লাবের মেডিকেল বিভাগের দেওয়া তথ্য অনুযায়ী, তিনি পুরোপুরি সুস্থ হয়ে উঠেছেন এবং দলের সঙ্গে অনুশীলনে যোগ দিয়েছেন। [16, 409, 151, 436]
paragraph: শনিবার ভোরে শহরের শেখ রাসেল সেতু এলাকায় এ অভিযান পরিচালনা করা হয় বলে জানিয়েছে পুলিশ। [16, 124, 151, 142]
paragraph: ২। নিলামে অংশগ্রহণকারীদের অবশ্যই জাতীয় পরিচয়পত্রের ফটোকপি দাখিল করিতে হইবে। [1340, 288, 1506, 305]
paragraph: খুলনা শহর থেকে ফুলতলার দিকে যেতে সিটি বাইপাস সড়কের পাশে, নতুন রাস্তা সংলগ্ন এবং নবনির্মিত খুলনা জেলা কারাগারের অপর পাশে ১ একর ২০ শতক জমি একত্রে বিক্রয় হইবে। প্রতি শতক জমির মূল্য ১০ (দশ) লক্ষ টাকা মাত্র। যেকোনো ধরনের শিল্প প্রতিষ্ঠান, প্রাইভেট বিশ্ববিদ্যালয়, স্কুল, কলেজ, প্রাইভেট হাসপাতাল/ক্লিনিক, এনজিও, অফিস, গুদাম ঘর অথবা বড় উদ্যোগ স্থাপন করার জন্য উপযুক্ত জমি। আগ্রহী ক্রেতাগণকে নিম্নোক্ত নম্বরে যোগাযোগ করার জন্য অনুরোধ করা হইল। [1340, 61, 1506, 134]
gastro-doctor-degrees: M.BBS, MS, FRCS, FACS, FASCRS [940, 309, 1039, 316]
paragraph: উদ্ধার হওয়া মাদকদ্রব্যের আনুমানিক বাজারমূল্য প্রায় তিন লাখ টাকা বলে জানিয়েছে পুলিশ। [16, 236, 151, 253]
paragraph: স্পোর্টস ডেস্কঃ আসন্ন সিরিজে বাংলাদেশকেই সবচেয়ে বড় চ্যালেঞ্জ মনে করছে নিউজিল্যান্ড। দলটির অধিনায়ক সংবাদ সম্মেলনে বলেছেন, উপমহাদেশের কন্ডিশনে বাংলাদেশ খুবই শক্তিশালী দল। [420, 514, 535, 559]
cell-desc: দলিল নং ৩৩৪৭ [1215, 986, 1248, 1006]
gastro-doctor-name: ডাঃ জওহর লাল সিংহ [953, 268, 1026, 304]
recruitment-banner: নিয়োগ বিজ্ঞপ্তি [1190, 275, 1327, 357]
th-qualification: শিক্ষাগত যোগ্যতা ও অভিজ্ঞতা [1242, 385, 1327, 405]
paragraph: ফল ঘোষণার পর রাজধানীতে বিজয় মিছিল করেছেন প্রস্তাববিরোধীরা। অন্যদিকে প্রস্তাবের সমর্থকরা ফলাফল মেনে নেওয়ার ঘোষণা দিয়েছেন। [420, 666, 535, 702]
paragraph: যশোর ব্যুরোঃ যশোর সদর উপজেলার চাঁচড়া ইউনিয়নের একটি ফাঁকা মাঠ থেকে এক নবজাতকের মরদেহ উদ্ধার করেছে পুলিশ। [548, 88, 663, 117]
paragraph: আগামী সপ্তাহে লিগের ম্যাচে তাকে একাদশে দেখা যেতে পারে বলে ধারণা করা হচ্ছে। কোচ জানিয়েছেন, ইয়ামালের ফেরা দলের জন্য বড় স্বস্তির। [16, 441, 151, 467]
paragraph: মন্ত্রণালয় জানিয়েছে, প্রতিটি প্রতিষ্ঠানে মাসিক পরীক্ষা বাধ্যতামূলক করা হবে। ফলাফল অভিভাবকদের জানাতে হবে। [292, 787, 407, 813]
paragraph: ৪। অবশিষ্ট অর্থ ৩০ দিনের মধ্যে পরিশোধ করিতে হইবে, অন্যথায় জমাকৃত অর্থ বাজেয়াপ্ত হইবে। [1340, 331, 1506, 349]
paragraph: এলাকায় এ ঘটনায় শোকের ছায়া নেমে এসেছে। প্রতিবেশীরা জানান, পরিবারটিতে দীর্ঘদিন ধরে অশান্তি চলছিল। [676, 290, 791, 317]
classified-title-3: হারিয়েছে [804, 330, 919, 357]
paragraph: পুলিশ জানিয়েছে, সর্বশেষ তাকে শহরের একটি বাস স্টেশনের কাছে দেখা গেছে। সিসিটিভি ফুটেজ বিশ্লেষণ করা হচ্ছে। [164, 878, 279, 905]
iqamat-headline: ইকামাতে দ্বীনের কাজ [175, 1586, 268, 1599]
paragraph: জাতিসংঘ মহাসচিব উভয় পক্ষকে সংযম প্রদর্শনের আহ্বান জানিয়েছেন। তিনি বলেছেন, সংঘাত দীর্ঘায়িত হলে পুরো অঞ্চলের স্থিতিশীলতা হুমকির মুখে পড়বে। [292, 458, 407, 494]
paragraph: উপজেলা স্বাস্থ্য কর্মকর্তা বলেন, বিষয়টি ঊর্ধ্বতন কর্তৃপক্ষকে জানানো হয়েছে। শিগগিরই সমস্যা সমাধান হবে বলে আশা করছি। [420, 778, 535, 814]
paragraph: স্পোর্টস ডেস্কঃ আজ ঘোষণা করা হবে জাতীয় দলের স্কোয়াড। নির্বাচক প্যানেলের সভা শেষে সংবাদ সম্মেলনে দল ঘোষণা করা হবে বলে জানা গেছে। [420, 595, 535, 631]
lead-headline: গত বছর খাদ্যনিরাপত্তাহীনতায় ভুগেছে ১ কোটি ৬০ লাখ মানুষ [164, 59, 413, 265]
table-row [1197, 986, 1321, 1006]
paragraph: বোর্ড সভাপতি বলেন, খেলোয়াড়দের অনুপ্রাণিত করতেই এ উদ্যোগ নেওয়া হয়েছে। ভালো খেললে পুরস্কার থাকবে, এটিই স্বাভাবিক। [16, 589, 151, 616]
paragraph: কোচ বলেন, মেয়েরা পরিকল্পনা অনুযায়ী খেলেছে। সেমিফাইনালেও এ ধারাবাহিকতা ধরে রাখতে চাই। [1060, 286, 1177, 313]
paragraph: প্রধান নির্বাচক বলেন, আমরা ভারসাম্যপূর্ণ একটি দল গড়ার চেষ্টা করছি। ফর্ম ও ফিটনেসকে প্রাধান্য দেওয়া হয়েছে। [16, 1050, 151, 1076]
gastro-doctor-fellowship: Colorectal Fellow (USA) & Robotic Colorectal Fellow (UK) [948, 316, 1031, 330]
ent-doctor-affiliation: বিভাগীয় প্রধান (অবঃ) নাক কান গলা বিভাগ [942, 510, 1037, 517]
column-5 [542, 58, 670, 2348]
paragraph: ঢাকা অফিস ॥ দেশে গত বছর খাদ্য নিরাপত্তাহীনতায় ভুগেছে ১ কোটি ৬০ লাখ মানুষ। বাংলাদেশ পরিসংখ্যান ব্যুরোর (বিবিএস) সর্বশেষ খানা আয়-ব্যয় জরিপে এ তথ্য উঠে এসেছে। প্রতিবেদনে বলা হয়েছে, দেশের মোট জনসংখ্যার প্রায় ১০ শতাংশ পরিবার কোনো না কোনো পর্যায়ে খাদ্য নিরাপত্তাহীনতায় ভুগেছে। [164, 271, 279, 347]
land-ad-1-body: লবণচরা মৌজায়, খুলনা-সাতক্ষীরা মহাসড়কের পাশে ফুড গোডাউন সংলগ্ন ১০ শতক জমি বিক্রয় হইবে। যোগাযোগ করুন। [939, 645, 1040, 681]
th-serial: ক্রমিক [1197, 947, 1215, 967]
sports-headline-1: ভালো করলেই বাইক পাবেন টাইগাররা [19, 524, 148, 535]
classified-body: আমার জমি সংক্রান্ত মূল দলিলের কপি হারিয়ে গিয়াছে। দলিল নং- ৩৩৫১, মৌজা- খুলনা সদর, খতিয়ান নং- ৬৯/৫, দাগ নং- ২২৭৮, তারিখ- ১৫-০৩-১৯, থানায় সাধারণ ডায়েরি করা হইয়াছে। সন্ধান পেলে যোগাযোগ করুন। [804, 598, 919, 643]
paragraph: আয়োজকরা জানিয়েছেন, সমাবেশ সফল করতে ব্যাপক প্রস্তুতি নেওয়া হয়েছে। সারাদেশ থেকে শ্রমিক নেতাকর্মীরা অংশ নেবেন। [1060, 255, 1177, 282]
paragraph: স্পোর্টস ডেস্কঃ দুর্দান্ত জয়ে সেমিফাইনাল নিশ্চিত করল বাংলাদেশ নারী দল। তাজিকিস্তানকে ৪-০ গোলে উড়িয়ে দিয়ে গ্রুপ চ্যাম্পিয়ন হিসেবে শেষ চারে জায়গা করে নিয়েছে লাল-সবুজের প্রতিনিধিরা। [292, 606, 407, 652]
classified-job-ad [804, 672, 919, 745]
ent-serial-phone: সিরিয়ালের জন্য ০১৭১৫-১১৩২৭ [962, 553, 1017, 576]
paragraph: ইউরোপীয় ইউনিয়নের পক্ষ থেকেও আলোচনার উদ্যোগকে স্বাগত জানানো হয়েছে। ব্রাসেলস বলছে, কূটনৈতিক সমাধানই একমাত্র টেকসই পথ। [676, 546, 791, 583]
paragraph: পুলিশ জানায়, পূর্ব শত্রুতার জের ধরে এ ঘটনা ঘটেছে বলে প্রাথমিকভাবে ধারণা করা হচ্ছে। ঘটনায় জড়িতদের গ্রেপ্তারে অভিযান চলছে। [548, 614, 663, 641]
paragraph: নড়াইল প্রতিনিধিঃ নড়াইলে ট্রেন লাইনে দাঁড়িয়ে শিশু সন্তানকে নিয়ে এক মা আত্মহত্যা করেছেন বলে অভিযোগ উঠেছে। [676, 101, 791, 130]
paragraph: প্রতিবেদন অনুযায়ী, গ্রামাঞ্চলের তুলনায় শহরাঞ্চলে খাদ্য নিরাপত্তাহীনতার হার কিছুটা কম। তবে শহরের নিম্নআয়ের মানুষের মধ্যে এ সংকট বেড়েছে। বিশেষজ্ঞরা বলছেন, উচ্চ মূল্যস্ফীতি ও নিত্যপ্রয়োজনীয় পণ্যের দাম বৃদ্ধির কারণে সাধারণ মানুষের ক্রয়ক্ষমতা কমে গেছে। [420, 144, 535, 210]
mayday-headline: মে দিবসে নায়াপল্টনে শ্রমিক দলের সমাবেশ, থাকবেন প্রধানমন্ত্রী তারেক রহমান [548, 315, 663, 347]
classified-title-2: শুক্রবার পিত্তপাথর রোগীদের জন্য সুখবর [811, 197, 912, 219]
paragraph: চাঁচড়া ফাঁড়ির ইনচার্জ বলেন, ঘটনার তদন্ত চলছে। জড়িতদের শনাক্ত করতে আশপাশের এলাকায় খোঁজখবর নেওয়া হচ্ছে। [676, 329, 791, 356]
paragraph: তিনি আরও জানান, মাদকের বিরুদ্ধে জেলা পুলিশের অভিযান অব্যাহত থাকবে। মাদক কারবারিদের কোনো ছাড় দেওয়া হবে না। [16, 308, 151, 334]
paragraph: যশোর ব্যুরোঃ যশোর শহরে ছুরিকাঘাতে এক যুবক গুরুতর আহত হয়েছেন। তাকে উদ্ধার করে যশোর জেনারেল হাসপাতালে ভর্তি করা হয়েছে। [420, 819, 535, 855]
column-1 [10, 58, 158, 2348]
paragraph: নিজস্ব প্রতিবেদকঃ ইকামাতে দ্বীনের কাজ আরও গতিশীল করার আহ্বান জানানো হয়েছে এক আলোচনা সভায়। শনিবার স্থানীয় একটি মিলনায়তনে এ সভা অনুষ্ঠিত হয়। [164, 1603, 279, 1641]
bank-condition: ২। নিলামে অংশগ্রহণকারীদের অবশ্যই জাতীয় পরিচয়পত্রের ফটোকপি দাখিল করিতে হইবে। [1196, 851, 1321, 868]
shafin-ad-body: হিমুর জন্মদিনে শহরের সকল বিলবোর্ডে আর খবরের কাগজে রূপা তার শুভেচ্ছা জানিয়েছিল। তবে আমার তো আর অতো সামর্থ্য নেই। আমি তো তোর একান্ত গরীব প্রেমিকা। তাই এই ১০ টাকার পত্রিকাতেই না হয় আমার ভালোবাসার সীমা খুঁজে নিস। [1067, 93, 1170, 157]
bank-branch: খালিশপুর শাখা, খুলনা [1235, 676, 1292, 684]
paragraph: ইউরোপীয় ইউনিয়নের পক্ষ থেকেও আলোচনার উদ্যোগকে স্বাগত জানানো হয়েছে। ব্রাসেলস বলছে, কূটনৈতিক সমাধানই একমাত্র টেকসই পথ। [292, 498, 407, 535]
paragraph: ১। ব্যাংক কর্তৃপক্ষ যেকোনো দরপত্র গ্রহণ বা বাতিল করার ক্ষমতা সংরক্ষণ করেন। [1340, 266, 1506, 283]
paragraph: ২০২৪ সালের জরিপ অনুযায়ী, দৈনিক গড় ক্যালরি গ্রহণের পরিমাণ কিছুটা কমেছে। আগে যেখানে গড়ে ২২১০ কিলোক্যালরি ছিল, সেখানে এখন তা ২১০০ কিলোক্যালরির নিচে নেমে এসেছে। পুষ্টিবিদরা বলছেন, এ প্রবণতা দীর্ঘমেয়াদে জনস্বাস্থ্যের জন্য উদ্বেগজনক। [164, 470, 279, 524]
paragraph: আন্তর্জাতিক ডেস্কঃ যুক্তরাষ্ট্রে বেড়াতে গিয়ে নিখোঁজ হয়েছেন বাংলাদেশি বংশোদ্ভূত এক তরুণ। পরিবারের পক্ষ থেকে স্থানীয় থানায় সাধারণ ডায়েরি করা হয়েছে। [548, 493, 663, 529]
column-7-classifieds [798, 58, 926, 2348]
bank-auction-table [1196, 946, 1321, 1025]
cell-qual: কমপক্ষে স্নাতক ডিগ্রী পাশ। সংশ্লিষ্ট পদে ১০ বছরের অভিজ্ঞতা থাকতে হবে। অবঃ প্রাপ্ত সামরিক কর্মকর্তাদের অগ্রাধিকার দেওয়া হবে। [1242, 404, 1327, 438]
cell-post: প্রশাসনিক কর্মকর্তা [1209, 404, 1242, 438]
shafin-ad-sign2: ইতি [1160, 175, 1170, 183]
paragraph: দলের পক্ষ থেকে বলা হয়েছে, শ্রমিকদের অধিকার প্রতিষ্ঠায় তারা সবসময় সোচ্চার থাকবে। [676, 413, 791, 439]
paragraph: জরিপে আরও বলা হয়েছে, দেশের উত্তরাঞ্চল ও উপকূলীয় জেলাগুলোতে খাদ্য নিরাপত্তাহীনতার হার তুলনামূলক বেশি। জলবায়ু পরিবর্তনজনিত দুর্যোগ, নদীভাঙন ও লবণাক্ততা বৃদ্ধিকে এর অন্যতম কারণ হিসেবে চিহ্নিত করা হয়েছে। [292, 255, 407, 310]
ent-hours: বিকাল ৫টা-রাত ৮টা [967, 543, 1012, 550]
paragraph: স্পোর্টস বিভাগঃ দুঃসময় কাটিয়ে অবশেষে সুখবর পেলেন বার্সেলোনার তরুণ তারকা লামিন ইয়ামাল। চোট কাটিয়ে মাঠে ফেরার অনুমতি পেয়েছেন তিনি। [16, 376, 151, 405]
gastro-ad-title-2: ফিস্টুলা, ফিশার, ফোঁড়া [939, 117, 1040, 160]
referendum-headline: গণভোটের রায় না [182, 947, 261, 960]
paragraph: রাজনৈতিক বিশ্লেষকরা বলছেন, এ ফলাফল সরকারের জন্য একটি বড় ধাক্কা। তবে সরকার বলছে, জনগণের রায় তারা শ্রদ্ধার সঙ্গে গ্রহণ করছে। [420, 707, 535, 743]
masthead-date-right: খুলনা ঃ রবিবার ২৬ এপ্রিল ২০২৬ [1157, 17, 1478, 57]
paragraph: ৩। সফল দরদাতাকে নিলাম মূল্যের ২৫% অর্থ নিলাম অনুমোদনের ৭ দিনের মধ্যে জমা দিতে হইবে। [1340, 309, 1506, 327]
left-story-headline: নড়াইলে প্রাইভেটকার থেকে ৩৮ বোতল ইস্কাফ, বিদেশি মদসহ আটক ২ [17, 58, 150, 79]
cell-area: ৭.৫০ শতক [1248, 986, 1283, 1006]
ad-ref: আর-৪৮৯ [1196, 1043, 1220, 1050]
classified-body: আমি নিচে বর্ণিত ব্যক্তি, আমার জাতীয় পরিচয়পত্রটি ও সংশ্লিষ্ট কাগজপত্র হারিয়ে গিয়াছে। সংশ্লিষ্ট ব্যাংক হিসাব নং- ৪৫৮৯১, ক্লিয়ারিং চেক বই নং- ০০৩২৪-০০৩৩৫, হারানো বিষয়ে থানায় সাধারণ ডায়েরি করা হইয়াছে। কেউ পাইলে যোগাযোগ করার জন্য অনুরোধ করা হইল। [804, 98, 919, 162]
paragraph: সিরিজটি শুরু হবে আগামী মাসের প্রথম সপ্তাহে। তিনটি ওয়ানডে ও দুটি টি-টোয়েন্টি ম্যাচ অনুষ্ঠিত হবে। [16, 651, 151, 678]
ad-ref: আর-৪৮০ [932, 401, 956, 408]
cell-area: ১০.০০ শতক [1248, 1006, 1283, 1026]
classified-body: বিনা অপারেশনে পিত্তথলির পাথর অপসারণ ও চিকিৎসা সেবা। অভিজ্ঞ চিকিৎসকের তত্ত্বাবধানে আধুনিক পদ্ধতিতে চিকিৎসা করা হয়। [810, 222, 913, 258]
stabbing-headline: যশোরে ছুরিকাঘাতে যুবক [168, 1488, 275, 1501]
paragraph: বক্তারা বলেন, সমাজে ন্যায় ও ইনসাফ প্রতিষ্ঠায় সবাইকে এগিয়ে আসতে হবে। নৈতিক শিক্ষার ওপরও গুরুত্ব দেন তারা। [292, 992, 407, 1018]
cell-post: ক্যাশিয়ার/রিসেপশনিস্ট [1209, 507, 1242, 541]
education-headline: শিক্ষার্থীদের পড়াশোনার [171, 1135, 272, 1148]
paragraph: শিক্ষা ডেস্কঃ শিক্ষার্থীদের পড়াশোনার মানোন্নয়নে নতুন নির্দেশনা জারি করেছে শিক্ষা মন্ত্রণালয়। নির্দেশনায় শ্রেণিকক্ষে উপস্থিতি বাড়ানো ও নিয়মিত মূল্যায়নের ওপর গুরুত্ব দেওয়া হয়েছে। [164, 1153, 279, 1200]
th-post: পদের নাম [1209, 385, 1242, 405]
paragraph: নড়াইল প্রতিনিধিঃ নড়াইলে প্রাইভেটকার থেকে ৩৮ বোতল ইস্কাফ ও বিদেশি মদসহ দুইজনকে আটক করেছে ডিবি পুলিশ। এ সময় মাদক বহনে ব্যবহৃত প্রাইভেটকারও জব্দ করা হয়। [16, 81, 151, 120]
clinic-phones: ০১৪৯৭২২২৬৬, ০১৭১-১৯৯০০ ০১৯১১-০০৩২১ [821, 286, 902, 301]
paragraph: পুলিশ জানায়, নবজাতকটি ছেলে। আনুমানিক বয়স একদিন। মরদেহে আঘাতের কোনো চিহ্ন পাওয়া যায়নি। [548, 152, 663, 179]
paragraph: বক্তারা বলেন, সমাজে ন্যায় ও ইনসাফ প্রতিষ্ঠায় সবাইকে এগিয়ে আসতে হবে। নৈতিক শিক্ষার ওপরও গুরুত্ব দেন তারা। [164, 1646, 279, 1672]
table-row [1197, 966, 1321, 986]
missing-usa-headline: যুক্তরাষ্ট্রে নিখোঁজ [192, 822, 251, 833]
